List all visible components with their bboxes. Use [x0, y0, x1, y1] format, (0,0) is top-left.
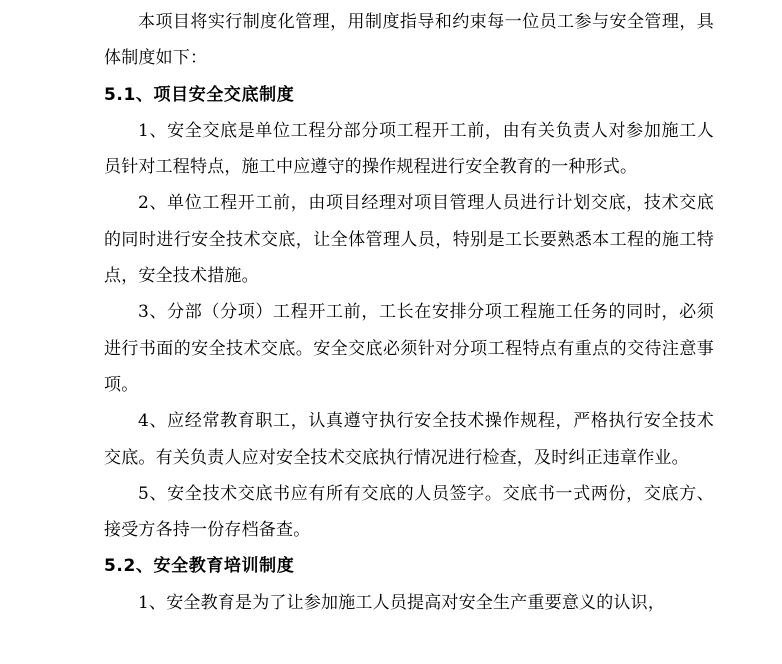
section-5-2-paragraph-1: 1、安全教育是为了让参加施工人员提高对安全生产重要意义的认识， — [138, 592, 666, 613]
section-5-1-paragraph-4: 4、应经常教育职工，认真遵守执行安全技术操作规程，严格执行安全技术交底。有关负责人应对安全技术交底执行情况进行检查，及时纠正违章作业。 — [104, 411, 714, 468]
intro-paragraph: 本项目将实行制度化管理，用制度指导和约束每一位员工参与安全管理，具体制度如下： — [104, 12, 714, 69]
section-heading-5-1: 5.1、项目安全交底制度 — [104, 84, 295, 105]
section-5-1-paragraph-3: 3、分部（分项）工程开工前，工长在安排分项工程施工任务的同时，必须进行书面的安全技术交底。安全交底必须针对分项工程特点有重点的交待注意事项。 — [104, 302, 714, 395]
section-5-1-paragraph-2: 2、单位工程开工前，由项目经理对项目管理人员进行计划交底，技术交底的同时进行安全技术交底，让全体管理人员，特别是工长要熟悉本工程的施工特点，安全技术措施。 — [104, 193, 714, 287]
section-5-1-paragraph-5: 5、安全技术交底书应有所有交底的人员签字。交底书一式两份，交底方、接受方各持一份存档备查。 — [104, 483, 714, 541]
document-body — [104, 4, 714, 621]
section-heading-5-2: 5.2、安全教育培训制度 — [104, 556, 295, 577]
section-5-1-paragraph-1: 1、安全交底是单位工程分部分项工程开工前，由有关负责人对参加施工人员针对工程特点，施工中应遵守的操作规程进行安全教育的一种形式。 — [104, 120, 714, 178]
